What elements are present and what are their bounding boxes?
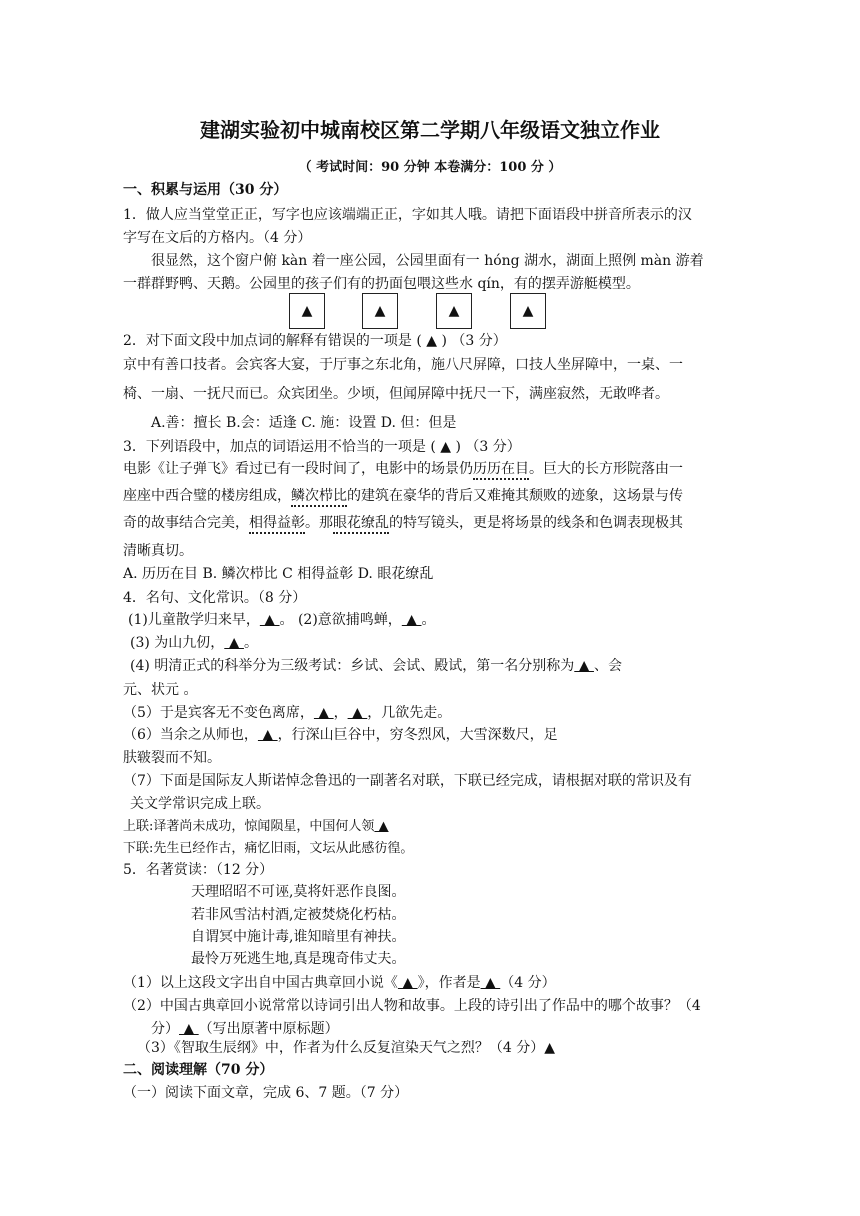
exam-subtitle: （ 考试时间：90 分钟 本卷满分：100 分 ） <box>298 160 562 175</box>
blank-q5-story[interactable]: ▲ <box>179 1021 199 1037</box>
q4-item-4: (4) 明清正式的科举分为三级考试：乡试、会试、殿试，第一名分别称为 ▲ 、会 <box>130 658 622 674</box>
blank-q4-1[interactable]: ▲ <box>259 612 280 628</box>
q3-options: A. 历历在目 B. 鳞次栉比 C 相得益彰 D. 眼花缭乱 <box>123 566 434 582</box>
section-2-heading: 二、阅读理解（70 分） <box>123 1062 274 1078</box>
q4-item-4-cont: 元、状元 。 <box>123 682 198 698</box>
couplet-lower: 下联:先生已经作古，痛忆旧雨，文坛从此感彷徨。 <box>123 841 414 856</box>
q5-sub-1: （1）以上这段文字出自中国古典章回小说《 ▲ 》，作者是 ▲ （4 分） <box>123 975 556 991</box>
blank-q4-2[interactable]: ▲ <box>401 612 422 628</box>
q4-item-6: （6）当余之从师也， ▲ ，行深山巨谷中，穷冬烈风，大雪深数尺，足 <box>123 727 558 743</box>
blank-q4-4[interactable]: ▲ <box>574 658 594 674</box>
exam-title: 建湖实验初中城南校区第二学期八年级语文独立作业 <box>200 118 660 142</box>
section-2-intro: （一）阅读下面文章，完成 6、7 题。（7 分） <box>123 1085 409 1101</box>
dotted-term-3: 相得益彰 <box>249 515 305 534</box>
blank-couplet[interactable]: ▲ <box>374 819 389 834</box>
blank-q5-book[interactable]: ▲ <box>397 975 418 991</box>
q2-text-line1: 京中有善口技者。会宾客大宴，于厅事之东北角，施八尺屏障，口技人坐屏障中，一桌、一 <box>123 357 683 373</box>
q2-stem: 2．对下面文段中加点词的解释有错误的一项是 ( ▲ ) （3 分） <box>123 333 507 349</box>
q3-text-line1: 电影《让子弹飞》看过已有一段时间了，电影中的场景仍历历在目。巨大的长方形院落由一 <box>123 461 683 478</box>
answer-box-2[interactable]: ▲ <box>362 293 398 329</box>
q3-text-line3: 奇的故事结合完美，相得益彰。那眼花缭乱的特写镜头，更是将场景的线条和色调表现极其 <box>123 515 683 532</box>
blank-q4-5a[interactable]: ▲ <box>313 705 334 721</box>
dotted-term-2: 鳞次栉比 <box>291 488 347 507</box>
q4-item-3: (3) 为山九仞， ▲ 。 <box>130 635 258 651</box>
q3-stem: 3．下列语段中，加点的词语运用不恰当的一项是 ( ▲ ) （3 分） <box>123 439 521 455</box>
q3-text-line4: 清晰真切。 <box>123 543 193 559</box>
blank-q5-author[interactable]: ▲ <box>480 975 501 991</box>
blank-q4-5b[interactable]: ▲ <box>347 705 368 721</box>
section-1-heading: 一、积累与运用（30 分） <box>123 182 288 198</box>
answer-box-3[interactable]: ▲ <box>436 293 472 329</box>
q1-paragraph-line1: 很显然，这个窗户俯 kàn 着一座公园，公园里面有一 hóng 湖水，湖面上照例 màn 游着 <box>151 253 704 269</box>
q4-item-5: （5）于是宾客无不变色离席， ▲ ， ▲ ，几欲先走。 <box>123 705 452 721</box>
poem-line-4: 最怜万死逃生地,真是瑰奇伟丈夫。 <box>191 951 406 967</box>
answer-box-4[interactable]: ▲ <box>510 293 546 329</box>
poem-line-1: 天理昭昭不可诬,莫将奸恶作良图。 <box>191 884 406 900</box>
couplet-upper: 上联:译著尚未成功，惊闻陨星，中国何人领 ▲ <box>123 819 389 834</box>
q4-stem: 4．名句、文化常识。（8 分） <box>123 590 307 606</box>
q4-item-7-cont: 关文学常识完成上联。 <box>130 796 270 812</box>
blank-q4-3[interactable]: ▲ <box>224 635 244 651</box>
poem-line-3: 自谓冥中施计毒,谁知暗里有神扶。 <box>191 929 406 945</box>
q5-sub-3: （3）《智取生辰纲》中，作者为什么反复渲染天气之烈？（4 分）▲ <box>137 1040 556 1056</box>
q4-item-7: （7）下面是国际友人斯诺悼念鲁迅的一副著名对联，下联已经完成，请根据对联的常识及有 <box>123 773 692 789</box>
q4-item-6-cont: 肤皲裂而不知。 <box>123 750 221 766</box>
q5-sub-2-cont: 分） ▲ （写出原著中原标题） <box>151 1021 339 1037</box>
blank-q4-6[interactable]: ▲ <box>257 727 278 743</box>
q2-text-line2: 椅、一扇、一抚尺而已。众宾团坐。少顷，但闻屏障中抚尺一下，满座寂然，无敢哗者。 <box>123 386 669 402</box>
q1-stem-line1: 1．做人应当堂堂正正，写字也应该端端正正，字如其人哦。请把下面语段中拼音所表示的汉 <box>123 207 692 223</box>
dotted-term-1: 历历在目 <box>473 461 529 480</box>
poem-line-2: 若非风雪沽村酒,定被焚烧化朽枯。 <box>191 907 406 923</box>
q3-text-line2: 座座中西合璧的楼房组成，鳞次栉比的建筑在豪华的背后又难掩其颓败的迹象，这场景与传 <box>123 488 683 505</box>
q5-stem: 5．名著赏读：（12 分） <box>123 862 274 878</box>
q5-sub-2: （2）中国古典章回小说常常以诗词引出人物和故事。上段的诗引出了作品中的哪个故事？（4 <box>123 998 701 1014</box>
q1-paragraph-line2: 一群群野鸭、天鹅。公园里的孩子们有的扔面包喂这些水 qín，有的摆弄游艇模型。 <box>123 276 640 292</box>
dotted-term-4: 眼花缭乱 <box>333 515 389 534</box>
q4-item-1-2: (1)儿童散学归来早， ▲ 。 (2)意欲捕鸣蝉， ▲ 。 <box>128 612 436 628</box>
q2-options: A.善：擅长 B.会：适逢 C. 施：设置 D. 但：但是 <box>151 415 457 431</box>
q1-stem-line2: 字写在文后的方格内。（4 分） <box>123 230 312 246</box>
answer-box-1[interactable]: ▲ <box>289 293 325 329</box>
